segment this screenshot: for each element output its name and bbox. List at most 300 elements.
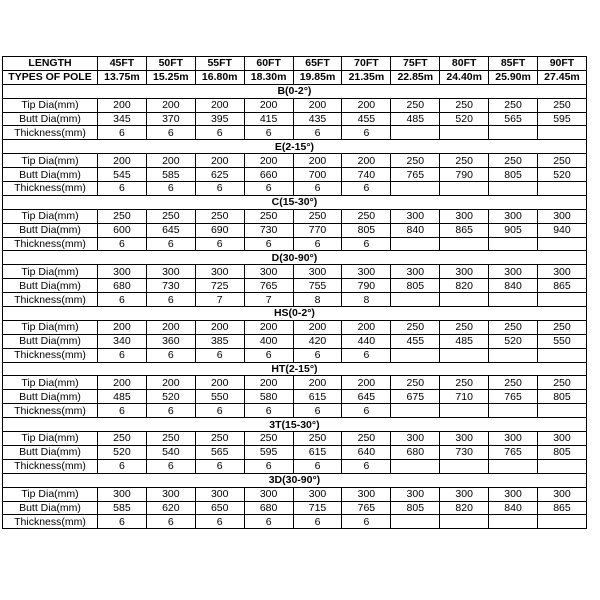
value-cell: 200 [98,98,147,112]
value-cell: 250 [489,376,538,390]
value-cell: 300 [391,432,440,446]
value-cell: 200 [244,320,293,334]
value-cell: 250 [98,432,147,446]
length-m-header: 18.30m [244,70,293,84]
length-ft-header: 80FT [440,57,489,71]
value-cell: 440 [342,334,391,348]
value-cell: 6 [293,459,342,473]
value-cell [440,459,489,473]
value-cell [440,515,489,529]
value-cell: 200 [146,320,195,334]
thickness-row-label: Thickness(mm) [3,293,98,307]
value-cell: 300 [342,265,391,279]
section-title: 3D(30-90°) [3,473,587,487]
value-cell: 6 [342,459,391,473]
value-cell: 250 [195,432,244,446]
value-cell: 300 [195,265,244,279]
value-cell: 300 [146,487,195,501]
pole-spec-table [2,56,587,529]
value-cell: 8 [293,293,342,307]
value-cell [538,459,587,473]
thickness-row-label: Thickness(mm) [3,515,98,529]
section-header-row [3,195,587,209]
value-cell: 200 [146,154,195,168]
value-cell: 6 [98,237,147,251]
value-cell: 250 [489,320,538,334]
value-cell: 300 [391,265,440,279]
butt-dia-row [3,501,587,515]
value-cell: 680 [391,445,440,459]
value-cell: 565 [489,112,538,126]
value-cell: 300 [244,265,293,279]
value-cell: 300 [440,487,489,501]
value-cell: 250 [146,432,195,446]
value-cell: 250 [538,376,587,390]
value-cell: 710 [440,390,489,404]
value-cell: 200 [342,376,391,390]
value-cell: 6 [244,515,293,529]
value-cell: 300 [440,432,489,446]
value-cell: 6 [98,293,147,307]
length-ft-header: 70FT [342,57,391,71]
value-cell [440,237,489,251]
value-cell: 6 [195,348,244,362]
value-cell: 905 [489,223,538,237]
value-cell: 6 [146,404,195,418]
value-cell: 200 [195,154,244,168]
length-m-header: 27.45m [538,70,587,84]
length-ft-header: 60FT [244,57,293,71]
value-cell [489,515,538,529]
tip-dia-row [3,487,587,501]
value-cell: 200 [293,320,342,334]
value-cell [391,293,440,307]
value-cell: 6 [342,404,391,418]
value-cell: 545 [98,168,147,182]
value-cell [391,515,440,529]
value-cell: 6 [195,182,244,196]
value-cell: 755 [293,279,342,293]
value-cell: 300 [342,487,391,501]
value-cell: 725 [195,279,244,293]
value-cell [391,182,440,196]
value-cell: 395 [195,112,244,126]
value-cell: 300 [293,487,342,501]
length-ft-header: 55FT [195,57,244,71]
value-cell: 250 [489,98,538,112]
value-cell: 6 [98,126,147,140]
value-cell: 520 [98,445,147,459]
length-m-header: 16.80m [195,70,244,84]
tip-dia-row [3,432,587,446]
value-cell: 790 [440,168,489,182]
value-cell [440,348,489,362]
value-cell: 6 [244,404,293,418]
tip-dia-row-label: Tip Dia(mm) [3,98,98,112]
value-cell: 7 [195,293,244,307]
value-cell: 865 [440,223,489,237]
value-cell: 200 [146,376,195,390]
value-cell: 200 [293,154,342,168]
value-cell: 840 [391,223,440,237]
value-cell: 300 [391,487,440,501]
value-cell: 200 [342,320,391,334]
value-cell: 660 [244,168,293,182]
value-cell [440,126,489,140]
pole-spec-table-container [2,56,586,529]
thickness-row [3,404,587,418]
value-cell: 370 [146,112,195,126]
value-cell: 300 [244,487,293,501]
butt-dia-row-label: Butt Dia(mm) [3,112,98,126]
value-cell: 250 [538,320,587,334]
value-cell: 820 [440,501,489,515]
thickness-row-label: Thickness(mm) [3,237,98,251]
value-cell [538,404,587,418]
value-cell: 250 [342,432,391,446]
value-cell: 6 [342,182,391,196]
section-header-row [3,84,587,98]
value-cell: 250 [489,154,538,168]
tip-dia-row [3,209,587,223]
value-cell: 6 [98,348,147,362]
value-cell [489,293,538,307]
value-cell [538,515,587,529]
value-cell: 6 [98,182,147,196]
value-cell [489,404,538,418]
butt-dia-row-label: Butt Dia(mm) [3,390,98,404]
value-cell: 6 [293,348,342,362]
value-cell [489,182,538,196]
pole-spec-body [3,84,587,529]
value-cell: 250 [391,376,440,390]
thickness-row-label: Thickness(mm) [3,459,98,473]
value-cell: 250 [293,432,342,446]
value-cell: 6 [146,237,195,251]
value-cell: 200 [342,154,391,168]
section-header-row [3,307,587,321]
value-cell [489,348,538,362]
value-cell: 640 [342,445,391,459]
value-cell: 435 [293,112,342,126]
length-ft-header: 90FT [538,57,587,71]
value-cell: 200 [342,98,391,112]
value-cell: 420 [293,334,342,348]
value-cell: 6 [293,237,342,251]
value-cell: 565 [195,445,244,459]
value-cell: 805 [538,390,587,404]
value-cell: 485 [98,390,147,404]
section-header-row [3,362,587,376]
value-cell: 300 [538,432,587,446]
value-cell: 6 [195,459,244,473]
thickness-row [3,182,587,196]
length-m-header: 21.35m [342,70,391,84]
value-cell: 250 [391,154,440,168]
value-cell: 520 [440,112,489,126]
value-cell [489,126,538,140]
thickness-row-label: Thickness(mm) [3,404,98,418]
value-cell: 415 [244,112,293,126]
value-cell: 615 [293,445,342,459]
value-cell: 250 [391,320,440,334]
section-title: HS(0-2°) [3,307,587,321]
butt-dia-row-label: Butt Dia(mm) [3,168,98,182]
section-header-row [3,251,587,265]
length-m-header: 22.85m [391,70,440,84]
value-cell: 740 [342,168,391,182]
value-cell: 6 [293,404,342,418]
length-m-header: 15.25m [146,70,195,84]
thickness-row-label: Thickness(mm) [3,348,98,362]
value-cell: 700 [293,168,342,182]
value-cell: 340 [98,334,147,348]
header-row-length [3,57,587,71]
value-cell: 585 [98,501,147,515]
value-cell: 250 [440,154,489,168]
value-cell: 765 [489,445,538,459]
butt-dia-row-label: Butt Dia(mm) [3,501,98,515]
value-cell: 865 [538,279,587,293]
thickness-row [3,126,587,140]
value-cell [489,237,538,251]
value-cell: 455 [391,334,440,348]
section-title: HT(2-15°) [3,362,587,376]
types-of-pole-label: TYPES OF POLE [3,70,98,84]
value-cell: 300 [489,265,538,279]
value-cell: 6 [293,515,342,529]
value-cell [440,404,489,418]
section-header-row [3,418,587,432]
thickness-row [3,459,587,473]
value-cell: 300 [538,265,587,279]
butt-dia-row [3,223,587,237]
tip-dia-row-label: Tip Dia(mm) [3,432,98,446]
tip-dia-row [3,265,587,279]
thickness-row [3,348,587,362]
value-cell: 6 [98,404,147,418]
value-cell: 765 [391,168,440,182]
section-title: D(30-90°) [3,251,587,265]
value-cell: 840 [489,501,538,515]
tip-dia-row [3,376,587,390]
tip-dia-row-label: Tip Dia(mm) [3,487,98,501]
value-cell: 620 [146,501,195,515]
value-cell: 585 [146,168,195,182]
value-cell: 6 [146,126,195,140]
value-cell: 6 [342,515,391,529]
value-cell: 730 [146,279,195,293]
thickness-row-label: Thickness(mm) [3,126,98,140]
value-cell: 250 [538,98,587,112]
value-cell: 730 [244,223,293,237]
value-cell: 6 [293,126,342,140]
thickness-row-label: Thickness(mm) [3,182,98,196]
butt-dia-row [3,334,587,348]
value-cell: 400 [244,334,293,348]
value-cell: 765 [342,501,391,515]
value-cell: 385 [195,334,244,348]
value-cell: 250 [440,376,489,390]
value-cell: 595 [244,445,293,459]
value-cell: 580 [244,390,293,404]
value-cell: 595 [538,112,587,126]
value-cell: 625 [195,168,244,182]
value-cell: 6 [195,126,244,140]
thickness-row [3,515,587,529]
tip-dia-row-label: Tip Dia(mm) [3,265,98,279]
value-cell: 200 [293,98,342,112]
value-cell: 455 [342,112,391,126]
value-cell: 8 [342,293,391,307]
value-cell: 765 [489,390,538,404]
section-header-row [3,140,587,154]
value-cell: 200 [98,154,147,168]
thickness-row [3,293,587,307]
value-cell: 6 [244,348,293,362]
value-cell: 200 [146,98,195,112]
value-cell: 300 [195,487,244,501]
value-cell: 550 [538,334,587,348]
value-cell: 6 [244,182,293,196]
value-cell [391,459,440,473]
butt-dia-row [3,168,587,182]
tip-dia-row-label: Tip Dia(mm) [3,154,98,168]
value-cell: 615 [293,390,342,404]
value-cell [391,348,440,362]
value-cell: 730 [440,445,489,459]
value-cell: 550 [195,390,244,404]
value-cell: 300 [538,487,587,501]
value-cell: 820 [440,279,489,293]
butt-dia-row [3,390,587,404]
value-cell: 300 [440,265,489,279]
value-cell: 200 [195,320,244,334]
butt-dia-row-label: Butt Dia(mm) [3,445,98,459]
value-cell: 6 [195,237,244,251]
value-cell: 6 [146,182,195,196]
value-cell: 200 [195,98,244,112]
value-cell: 300 [489,209,538,223]
value-cell: 360 [146,334,195,348]
value-cell: 790 [342,279,391,293]
thickness-row [3,237,587,251]
butt-dia-row-label: Butt Dia(mm) [3,223,98,237]
value-cell: 250 [538,154,587,168]
length-m-header: 13.75m [98,70,147,84]
value-cell: 300 [98,265,147,279]
butt-dia-row [3,445,587,459]
butt-dia-row [3,279,587,293]
value-cell [538,182,587,196]
value-cell [538,348,587,362]
value-cell: 200 [195,376,244,390]
value-cell: 940 [538,223,587,237]
value-cell: 715 [293,501,342,515]
value-cell: 200 [244,376,293,390]
length-m-header: 19.85m [293,70,342,84]
section-title: B(0-2°) [3,84,587,98]
value-cell: 300 [98,487,147,501]
value-cell: 250 [244,209,293,223]
value-cell: 6 [98,459,147,473]
value-cell: 200 [293,376,342,390]
value-cell: 765 [244,279,293,293]
value-cell: 250 [293,209,342,223]
value-cell: 680 [98,279,147,293]
value-cell: 520 [146,390,195,404]
value-cell: 485 [440,334,489,348]
value-cell: 805 [538,445,587,459]
value-cell [440,293,489,307]
value-cell [538,293,587,307]
butt-dia-row-label: Butt Dia(mm) [3,279,98,293]
value-cell: 6 [293,182,342,196]
butt-dia-row [3,112,587,126]
value-cell: 250 [98,209,147,223]
value-cell: 6 [146,293,195,307]
value-cell: 6 [195,515,244,529]
length-ft-header: 65FT [293,57,342,71]
value-cell: 6 [146,348,195,362]
value-cell [391,404,440,418]
length-ft-header: 75FT [391,57,440,71]
value-cell: 6 [244,237,293,251]
value-cell: 675 [391,390,440,404]
value-cell: 6 [342,126,391,140]
value-cell: 300 [293,265,342,279]
section-title: C(15-30°) [3,195,587,209]
value-cell: 805 [391,279,440,293]
value-cell: 250 [391,98,440,112]
value-cell: 250 [342,209,391,223]
section-title: E(2-15°) [3,140,587,154]
value-cell: 200 [98,376,147,390]
value-cell: 300 [146,265,195,279]
value-cell: 300 [391,209,440,223]
value-cell: 690 [195,223,244,237]
section-title: 3T(15-30°) [3,418,587,432]
value-cell: 650 [195,501,244,515]
value-cell: 6 [244,126,293,140]
value-cell: 645 [342,390,391,404]
length-m-header: 25.90m [489,70,538,84]
value-cell: 6 [342,348,391,362]
length-header-label: LENGTH [3,57,98,71]
value-cell: 840 [489,279,538,293]
value-cell: 6 [244,459,293,473]
butt-dia-row-label: Butt Dia(mm) [3,334,98,348]
tip-dia-row [3,320,587,334]
value-cell: 805 [489,168,538,182]
value-cell: 6 [146,459,195,473]
value-cell: 805 [391,501,440,515]
length-m-header: 24.40m [440,70,489,84]
value-cell: 250 [195,209,244,223]
value-cell: 200 [98,320,147,334]
value-cell: 250 [440,98,489,112]
value-cell [440,182,489,196]
value-cell: 6 [342,237,391,251]
value-cell [538,126,587,140]
value-cell: 600 [98,223,147,237]
value-cell: 300 [489,432,538,446]
value-cell: 300 [538,209,587,223]
value-cell: 805 [342,223,391,237]
value-cell: 200 [244,98,293,112]
value-cell: 680 [244,501,293,515]
value-cell: 6 [195,404,244,418]
